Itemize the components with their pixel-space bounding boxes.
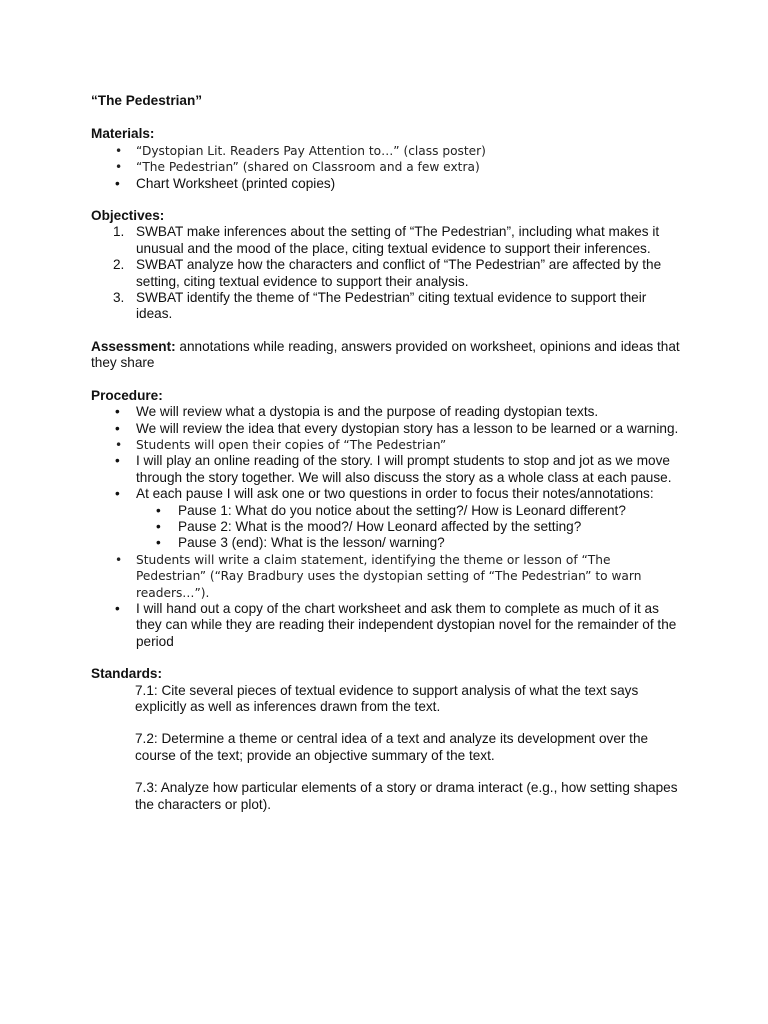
document-title: “The Pedestrian”	[91, 93, 203, 108]
materials-list	[91, 143, 681, 192]
standards-section	[91, 666, 681, 813]
list-item: • We will review the idea that every dystopian story has a lesson to be learned or a warning.	[115, 421, 681, 437]
standard-item: 7.2: Determine a theme or central idea of a text and analyze its development over the course of the text; provide an objective summary of the text.	[135, 731, 649, 763]
list-item: • Students will open their copies of “The Pedestrian”	[115, 437, 681, 453]
assessment-text: annotations while reading, answers provided on worksheet, opinions and ideas that they share	[91, 338, 680, 371]
materials-section	[91, 126, 681, 192]
procedure-section	[91, 388, 681, 651]
procedure-heading: Procedure:	[91, 387, 163, 403]
list-item	[113, 257, 681, 290]
list-item: • Pause 3 (end): What is the lesson/ warning?	[156, 535, 681, 551]
procedure-pause-intro: At each pause I will ask one or two questions in order to focus their notes/annotations:	[136, 486, 654, 502]
objectives-section	[91, 208, 681, 323]
objectives-heading: Objectives:	[91, 208, 165, 224]
materials-heading: Materials:	[91, 126, 155, 142]
list-item: • We will review what a dystopia is and the purpose of reading dystopian texts.	[115, 404, 681, 420]
list-item: • Pause 1: What do you notice about the setting?/ How is Leonard different?	[156, 503, 681, 519]
objectives-list	[91, 224, 681, 322]
list-item: • I will play an online reading of the story. I will prompt students to stop and jot as we move through the story together. We will also discuss the story as a whole class at each pause.	[115, 453, 681, 486]
list-number: 1.	[113, 224, 125, 240]
list-item: • Students will write a claim statement, identifying the theme or lesson of “The Pedestrian” (“Ray Bradbury uses the dystopian setting of “The Pedestrian” to warn readers…”).	[115, 552, 681, 601]
objective-text: SWBAT make inferences about the setting of “The Pedestrian”, including what makes it unusual and the mood of the place, citing textual evidence to support their inferences.	[136, 224, 660, 256]
standards-list	[91, 683, 681, 813]
assessment-heading: Assessment:	[91, 338, 176, 354]
list-item	[113, 224, 681, 257]
standard-item: 7.3: Analyze how particular elements of a story or drama interact (e.g., how setting shapes the characters or plot).	[135, 780, 678, 812]
list-item	[113, 290, 681, 323]
list-item: • I will hand out a copy of the chart worksheet and ask them to complete as much of it as they can while they are reading their independent dystopian novel for the remainder of the period	[115, 601, 681, 650]
assessment-section	[91, 339, 681, 372]
standard-item: 7.1: Cite several pieces of textual evidence to support analysis of what the text says explicitly as well as inferences drawn from the text.	[135, 682, 639, 714]
procedure-list	[91, 404, 681, 650]
list-item	[115, 486, 681, 552]
objective-text: SWBAT analyze how the characters and conflict of “The Pedestrian” are affected by the setting, citing textual evidence to support their analysis.	[136, 257, 662, 289]
list-number: 3.	[113, 290, 125, 306]
list-item: • Chart Worksheet (printed copies)	[115, 176, 681, 192]
standards-heading: Standards:	[91, 666, 163, 682]
pause-questions-list	[136, 503, 681, 552]
document-page	[91, 93, 681, 829]
list-item: • “The Pedestrian” (shared on Classroom and a few extra)	[115, 159, 681, 175]
objective-text: SWBAT identify the theme of “The Pedestrian” citing textual evidence to support their ideas.	[136, 290, 647, 322]
list-number: 2.	[113, 257, 125, 273]
list-item: • Pause 2: What is the mood?/ How Leonard affected by the setting?	[156, 519, 681, 535]
list-item: • “Dystopian Lit. Readers Pay Attention to…” (class poster)	[115, 143, 681, 159]
